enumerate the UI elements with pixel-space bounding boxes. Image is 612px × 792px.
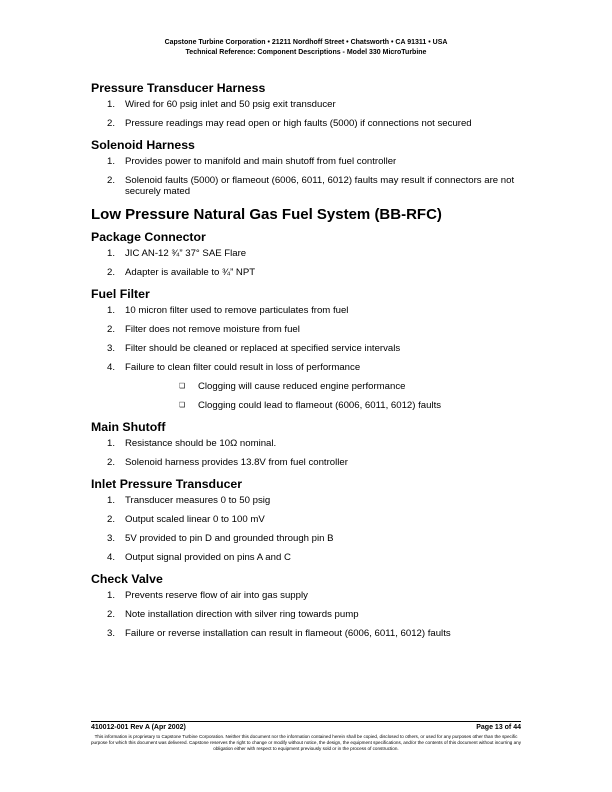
document-body: [91, 80, 521, 647]
list-number: 3.: [107, 628, 116, 639]
page-header: [0, 38, 612, 58]
section-title-pressure-transducer-harness: Pressure Transducer Harness: [91, 81, 266, 95]
list-item-text: Solenoid faults (5000) or flameout (6006, 6011, 6012) faults may result if connectors are not securely mated: [125, 175, 515, 197]
section-title-solenoid-harness: Solenoid Harness: [91, 138, 195, 152]
list-item-text: Output scaled linear 0 to 100 mV: [125, 514, 265, 525]
footer-document-id: 410012-001 Rev A (Apr 2002): [91, 724, 186, 731]
list-item: [91, 175, 521, 197]
list-number: 1.: [107, 305, 116, 316]
list-item: [91, 533, 521, 544]
list-item: [91, 362, 521, 411]
list-number: 2.: [107, 118, 116, 129]
list-item: [91, 438, 521, 449]
list-number: 3.: [107, 533, 116, 544]
list-item-text: Note installation direction with silver ring towards pump: [125, 609, 359, 620]
list-number: 1.: [107, 248, 116, 259]
list-item-text: Solenoid harness provides 13.8V from fuel controller: [125, 457, 348, 468]
list-item-text: Provides power to manifold and main shutoff from fuel controller: [125, 156, 397, 167]
list-item-text: Resistance should be 10Ω nominal.: [125, 438, 277, 449]
list-item: [91, 552, 521, 563]
section-title-check-valve: Check Valve: [91, 572, 163, 586]
checkbox-bullet-icon: ❏: [179, 383, 186, 390]
list-item: [91, 495, 521, 506]
sub-list-item: [125, 381, 521, 392]
list-item-text: Adapter is available to ¾” NPT: [125, 267, 256, 278]
list-item-text: 10 micron filter used to remove particulates from fuel: [125, 305, 349, 316]
list-item: [91, 305, 521, 316]
section-title-package-connector: Package Connector: [91, 230, 206, 244]
list-item-text: Failure to clean filter could result in loss of performance: [125, 362, 361, 373]
list-item-text: Prevents reserve flow of air into gas supply: [125, 590, 308, 601]
list-item: [91, 590, 521, 601]
solenoid-harness-list: [91, 156, 521, 197]
list-number: 2.: [107, 324, 116, 335]
list-item: [91, 99, 521, 110]
footer-divider: [91, 721, 521, 722]
major-title: Low Pressure Natural Gas Fuel System (BB-RFC): [91, 206, 442, 223]
list-number: 2.: [107, 175, 116, 186]
list-item: [91, 628, 521, 639]
header-reference-line: Technical Reference: Component Descriptions - Model 330 MicroTurbine: [185, 49, 427, 56]
list-item-text: 5V provided to pin D and grounded through pin B: [125, 533, 334, 544]
list-item-text: Output signal provided on pins A and C: [125, 552, 291, 563]
list-number: 4.: [107, 362, 116, 373]
checkbox-bullet-icon: ❏: [179, 402, 186, 409]
list-number: 2.: [107, 267, 116, 278]
list-number: 1.: [107, 438, 116, 449]
main-shutoff-list: [91, 438, 521, 468]
sub-list-item-text: Clogging will cause reduced engine performance: [198, 381, 406, 392]
sub-list-item: [125, 400, 521, 411]
list-item: [91, 457, 521, 468]
list-item: [91, 118, 521, 129]
list-number: 1.: [107, 590, 116, 601]
list-item-text: Failure or reverse installation can result in flameout (6006, 6011, 6012) faults: [125, 628, 451, 639]
list-item: [91, 324, 521, 335]
list-number: 4.: [107, 552, 116, 563]
list-number: 3.: [107, 343, 116, 354]
fuel-filter-list: [91, 305, 521, 411]
list-item: [91, 248, 521, 259]
list-item-text: Transducer measures 0 to 50 psig: [125, 495, 271, 506]
list-item-text: Wired for 60 psig inlet and 50 psig exit transducer: [125, 99, 336, 110]
list-item: [91, 609, 521, 620]
package-connector-list: [91, 248, 521, 278]
list-item: [91, 156, 521, 167]
list-item: [91, 267, 521, 278]
list-item-text: Pressure readings may read open or high faults (5000) if connections not secured: [125, 118, 472, 129]
list-number: 1.: [107, 495, 116, 506]
pressure-transducer-harness-list: [91, 99, 521, 129]
list-item-text: JIC AN-12 ¾” 37° SAE Flare: [125, 248, 247, 259]
header-company-line: Capstone Turbine Corporation • 21211 Nordhoff Street • Chatsworth • CA 91311 • USA: [164, 39, 448, 46]
inlet-pressure-transducer-list: [91, 495, 521, 563]
list-number: 2.: [107, 514, 116, 525]
sub-list-item-text: Clogging could lead to flameout (6006, 6011, 6012) faults: [198, 400, 442, 411]
list-number: 2.: [107, 457, 116, 468]
list-item-text: Filter should be cleaned or replaced at specified service intervals: [125, 343, 401, 354]
list-number: 1.: [107, 99, 116, 110]
list-item: [91, 343, 521, 354]
list-item-text: Filter does not remove moisture from fuel: [125, 324, 300, 335]
list-item: [91, 514, 521, 525]
list-number: 2.: [107, 609, 116, 620]
section-title-fuel-filter: Fuel Filter: [91, 287, 150, 301]
section-title-inlet-pressure-transducer: Inlet Pressure Transducer: [91, 477, 243, 491]
list-number: 1.: [107, 156, 116, 167]
section-title-main-shutoff: Main Shutoff: [91, 420, 166, 434]
fuel-filter-sub-list: [125, 381, 521, 411]
check-valve-list: [91, 590, 521, 639]
footer-proprietary-notice: This information is proprietary to Capstone Turbine Corporation. Neither this document nor the information contained herein shall be copied, disclosed to others, or used for any purposes other than the specific purpose for which this document was delivered. Capstone reserves the right to change or modify without notice, the design, the equipment specifications, and/or the contents of this document without incurring any obligation either with respect to equipment previously sold or in the process of construction.: [91, 734, 522, 751]
footer-page-number: Page 13 of 44: [476, 724, 521, 731]
